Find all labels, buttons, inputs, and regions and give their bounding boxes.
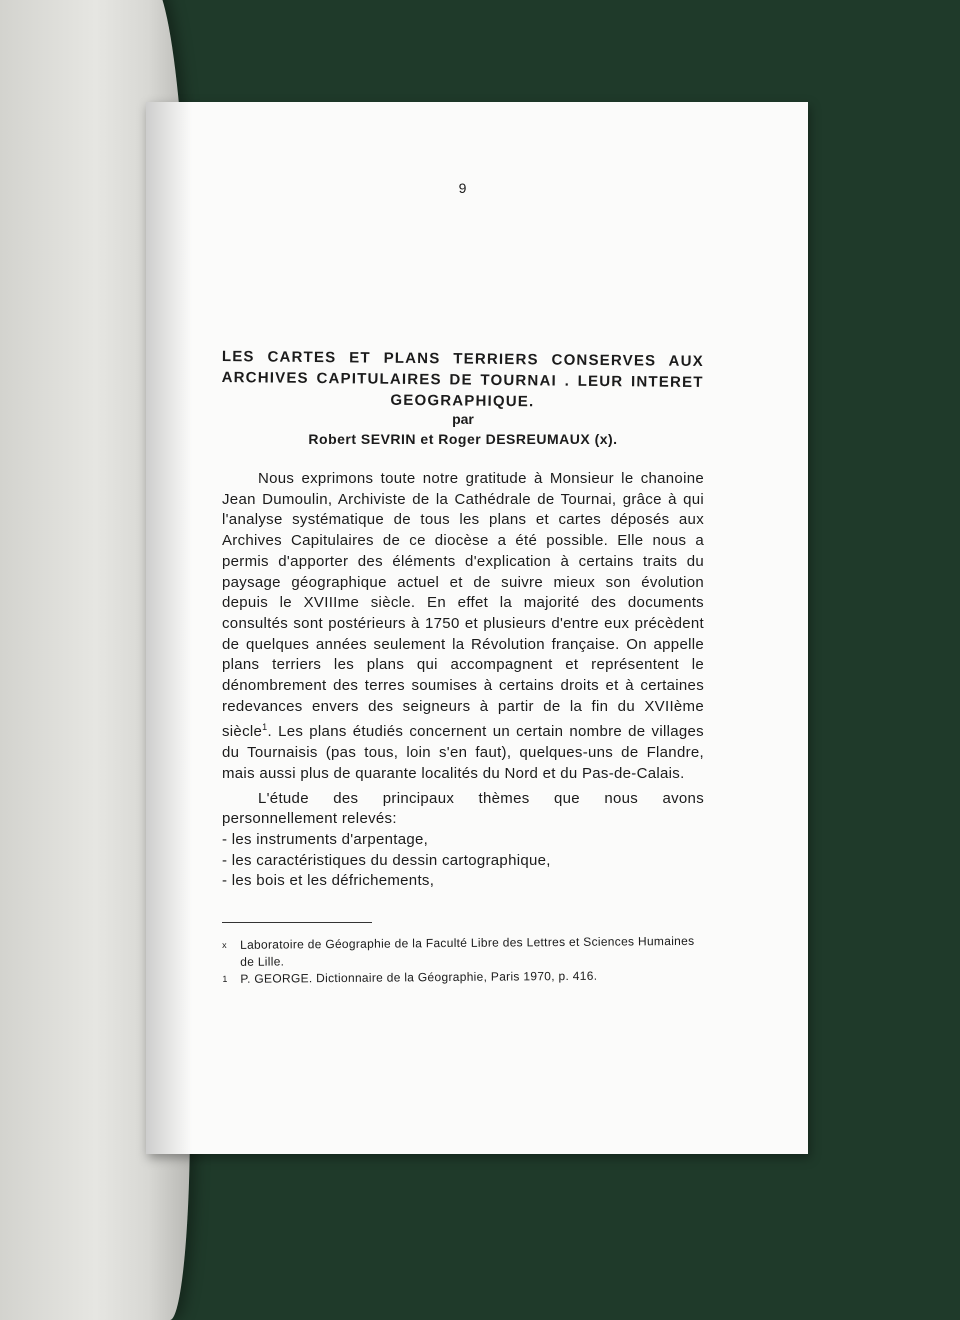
- footnote-text: Laboratoire de Géographie de la Faculté Libre des Lettres et Sciences Humaines de Lille.: [240, 933, 695, 969]
- paragraph-1-part-b: . Les plans étudiés concernent un certain nombre de villages du Tournaisis (pas tous, loin s'en faut), quelques-uns de Flandre, mais aussi plus de quarante localités du Nord et du Pas-de-Calais.: [222, 723, 704, 782]
- book-gutter-shadow: [146, 102, 192, 1154]
- footnote-mark: 1: [222, 974, 228, 985]
- page-content: [222, 180, 704, 988]
- footnote-mark: x: [222, 940, 227, 951]
- footnote-text: P. GEORGE. Dictionnaire de la Géographie, Paris 1970, p. 416.: [240, 968, 598, 986]
- list-item: - les caractéristiques du dessin cartographique,: [222, 851, 551, 869]
- paragraph-1: [222, 469, 704, 785]
- footnote: [222, 967, 704, 988]
- list-item: - les instruments d'arpentage,: [222, 830, 429, 848]
- authors: Robert SEVRIN et Roger DESREUMAUX (x).: [308, 431, 618, 447]
- footnote-divider: [222, 922, 372, 923]
- article-body: [222, 469, 704, 830]
- paragraph-2: L'étude des principaux thèmes que nous avons personnellement relevés:: [222, 789, 704, 828]
- article-title: LES CARTES ET PLANS TERRIERS CONSERVES AUX ARCHIVES CAPITULAIRES DE TOURNAI . LEUR INTERET GEOGRAPHIQUE.: [221, 347, 704, 411]
- footnote-ref-1: 1: [262, 722, 268, 733]
- list-item: - les bois et les défrichements,: [222, 872, 435, 890]
- footnote: [222, 933, 704, 971]
- byline-par: par: [452, 411, 474, 427]
- footnotes: [222, 933, 704, 988]
- page-number: 9: [458, 180, 468, 196]
- paragraph-1-part-a: Nous exprimons toute notre gratitude à Monsieur le chanoine Jean Dumoulin, Archiviste de la Cathédrale de Tournai, grâce à qui l'analyse systématique de tous les plans et cartes déposés aux Archives Capitulaires de ce diocèse a été possible. Elle nous a permis d'apporter des éléments d'explication à certains traits du paysage géographique actuel et de suivre mieux son évolution depuis le XVIIIme siècle. En effet la majorité des documents consultés sont postérieurs à 1750 et plusieurs d'entre eux précèdent de quelques années seulement la Révolution française. On appelle plans terriers les plans qui accompagnent et représentent le dénombrement des terres soumises à certains droits et à certaines redevances envers des seigneurs à partir de la fin du XVIIème siècle: [222, 470, 704, 741]
